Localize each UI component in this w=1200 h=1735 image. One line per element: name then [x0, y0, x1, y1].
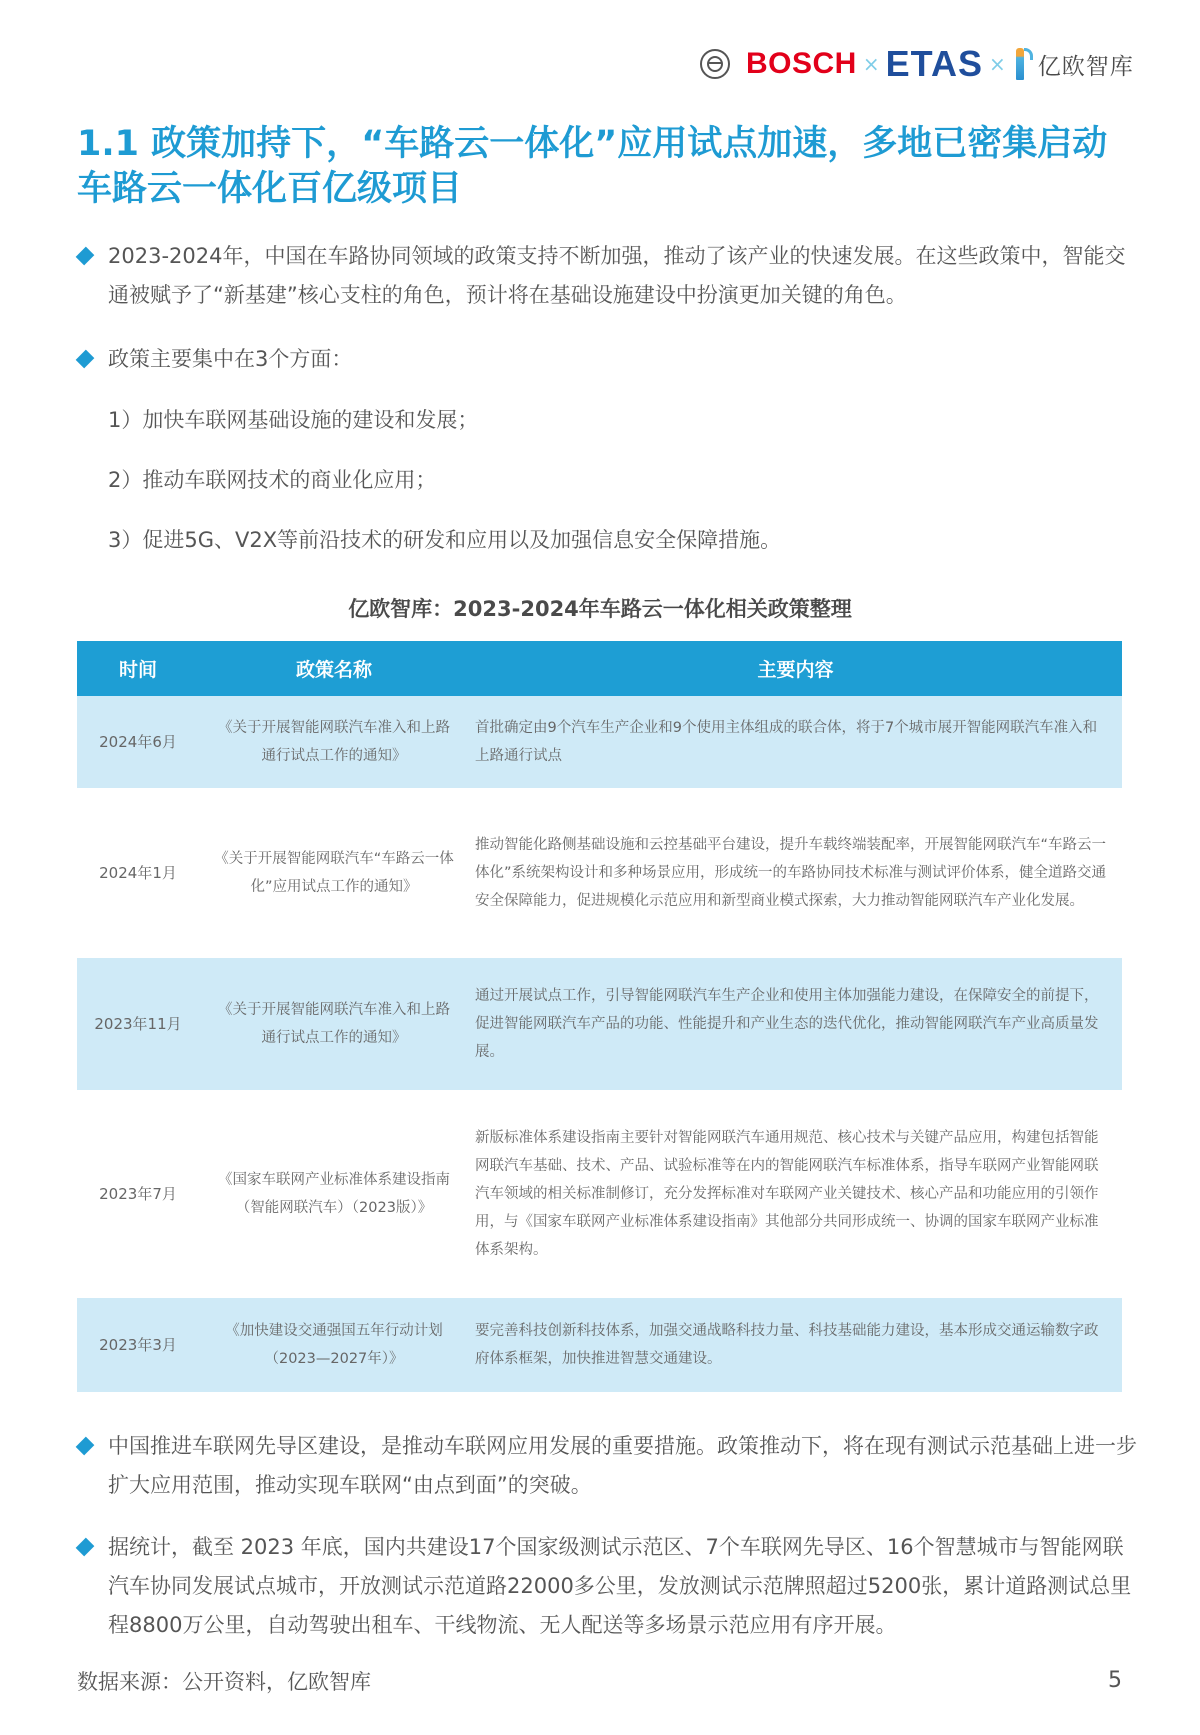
cell-content: 推动智能化路侧基础设施和云控基础平台建设，提升车载终端装配率，开展智能网联汽车“车路云一体化”系统架构设计和多种场景应用，形成统一的车路协同技术标准与测试评价体系，健全道路交通安全保障能力，促进规模化示范应用和新型商业模式探索，大力推动智能网联汽车产业化发展。 [475, 837, 1107, 909]
table-row [77, 958, 1122, 1090]
list-item: 3）促进5G、V2X等前沿技术的研发和应用以及加强信息安全保障措施。 [108, 528, 782, 552]
page-number: 5 [1108, 1668, 1122, 1693]
list-item: 1）加快车联网基础设施的建设和发展； [108, 408, 479, 432]
yiou-logo-text: 亿欧智库 [1037, 53, 1134, 80]
diamond-bullet-icon [76, 350, 95, 369]
policy-table [77, 641, 1122, 1392]
bullet-paragraph [77, 340, 1137, 379]
diamond-bullet-icon [76, 1538, 95, 1557]
cell-content: 首批确定由9个汽车生产企业和9个使用主体组成的联合体，将于7个城市展开智能网联汽车准入和上路通行试点 [469, 696, 1122, 788]
cell-content: 新版标准体系建设指南主要针对智能网联汽车通用规范、核心技术与关键产品应用，构建包括智能网联汽车基础、技术、产品、试验标准等在内的智能网联汽车标准体系，指导车联网产业智能网联汽车领域的相关标准制修订，充分发挥标准对车联网产业关键技术、核心产品和功能应用的引领作用，与《国家车联网产业标准体系建设指南》其他部分共同形成统一、协调的国家车联网产业标准体系架构。 [475, 1130, 1099, 1258]
bosch-logo-icon [700, 49, 730, 79]
bullet-paragraph [77, 237, 1137, 315]
list-item: 2）推动车联网技术的商业化应用； [108, 468, 437, 492]
etas-logo-text: ETAS [885, 43, 983, 84]
table-row [77, 1298, 1122, 1392]
table-caption: 亿欧智库：2023-2024年车路云一体化相关政策整理 [348, 597, 852, 621]
bullet-text: 据统计，截至 2023 年底，国内共建设17个国家级测试示范区、7个车联网先导区、16个智慧城市与智能网联汽车协同发展试点城市，开放测试示范道路22000多公里，发放测试示范牌照超过5200张，累计道路测试总里程8800万公里，自动驾驶出租车、干线物流、无人配送等多场景示范应用有序开展。 [108, 1535, 1132, 1637]
bullet-text: 中国推进车联网先导区建设，是推动车联网应用发展的重要措施。政策推动下，将在现有测试示范基础上进一步扩大应用范围，推动实现车联网“由点到面”的突破。 [108, 1434, 1137, 1497]
bullet-text: 2023-2024年，中国在车路协同领域的政策支持不断加强，推动了该产业的快速发展。在这些政策中，智能交通被赋予了“新基建”核心支柱的角色，预计将在基础设施建设中扮演更加关键的角色。 [108, 244, 1126, 307]
cell-date: 2023年3月 [77, 1298, 199, 1392]
diamond-bullet-icon [76, 1437, 95, 1456]
cell-date: 2023年7月 [99, 1185, 177, 1203]
column-header-content: 主要内容 [469, 641, 1122, 696]
table-row [77, 696, 1122, 788]
cell-policy-name: 《国家车联网产业标准体系建设指南（智能网联汽车）（2023版）》 [218, 1172, 450, 1216]
partner-logos [700, 44, 1134, 84]
cell-date: 2024年6月 [77, 696, 199, 788]
separator-icon: × [862, 52, 880, 76]
separator-icon: × [988, 52, 1006, 76]
cell-content: 通过开展试点工作，引导智能网联汽车生产企业和使用主体加强能力建设，在保障安全的前提下，促进智能网联汽车产品的功能、性能提升和产业生态的迭代优化，推动智能网联汽车产业高质量发展。 [469, 958, 1122, 1090]
cell-policy-name: 《加快建设交通强国五年行动计划（2023—2027年）》 [199, 1298, 469, 1392]
column-header-policy-name: 政策名称 [199, 641, 469, 696]
bosch-logo-text: BOSCH [746, 47, 857, 80]
data-source-note: 数据来源：公开资料，亿欧智库 [77, 1670, 371, 1694]
cell-policy-name: 《关于开展智能网联汽车“车路云一体化”应用试点工作的通知》 [214, 851, 454, 895]
bullet-paragraph [77, 1427, 1137, 1505]
cell-content: 要完善科技创新科技体系，加强交通战略科技力量、科技基础能力建设，基本形成交通运输数字政府体系框架，加快推进智慧交通建设。 [469, 1298, 1122, 1392]
page-title: 1.1 政策加持下，“车路云一体化”应用试点加速，多地已密集启动车路云一体化百亿级项目 [77, 124, 1108, 209]
yiou-logo-icon [1012, 46, 1034, 82]
cell-policy-name: 《关于开展智能网联汽车准入和上路通行试点工作的通知》 [199, 696, 469, 788]
bullet-text: 政策主要集中在3个方面： [108, 347, 353, 371]
cell-date: 2023年11月 [77, 958, 199, 1090]
table-row [77, 1090, 1122, 1298]
cell-policy-name: 《关于开展智能网联汽车准入和上路通行试点工作的通知》 [199, 958, 469, 1090]
column-header-date: 时间 [77, 641, 199, 696]
table-row [77, 788, 1122, 958]
cell-date: 2024年1月 [99, 864, 177, 882]
diamond-bullet-icon [76, 247, 95, 266]
table-header-row [77, 641, 1122, 696]
bullet-paragraph [77, 1528, 1137, 1645]
